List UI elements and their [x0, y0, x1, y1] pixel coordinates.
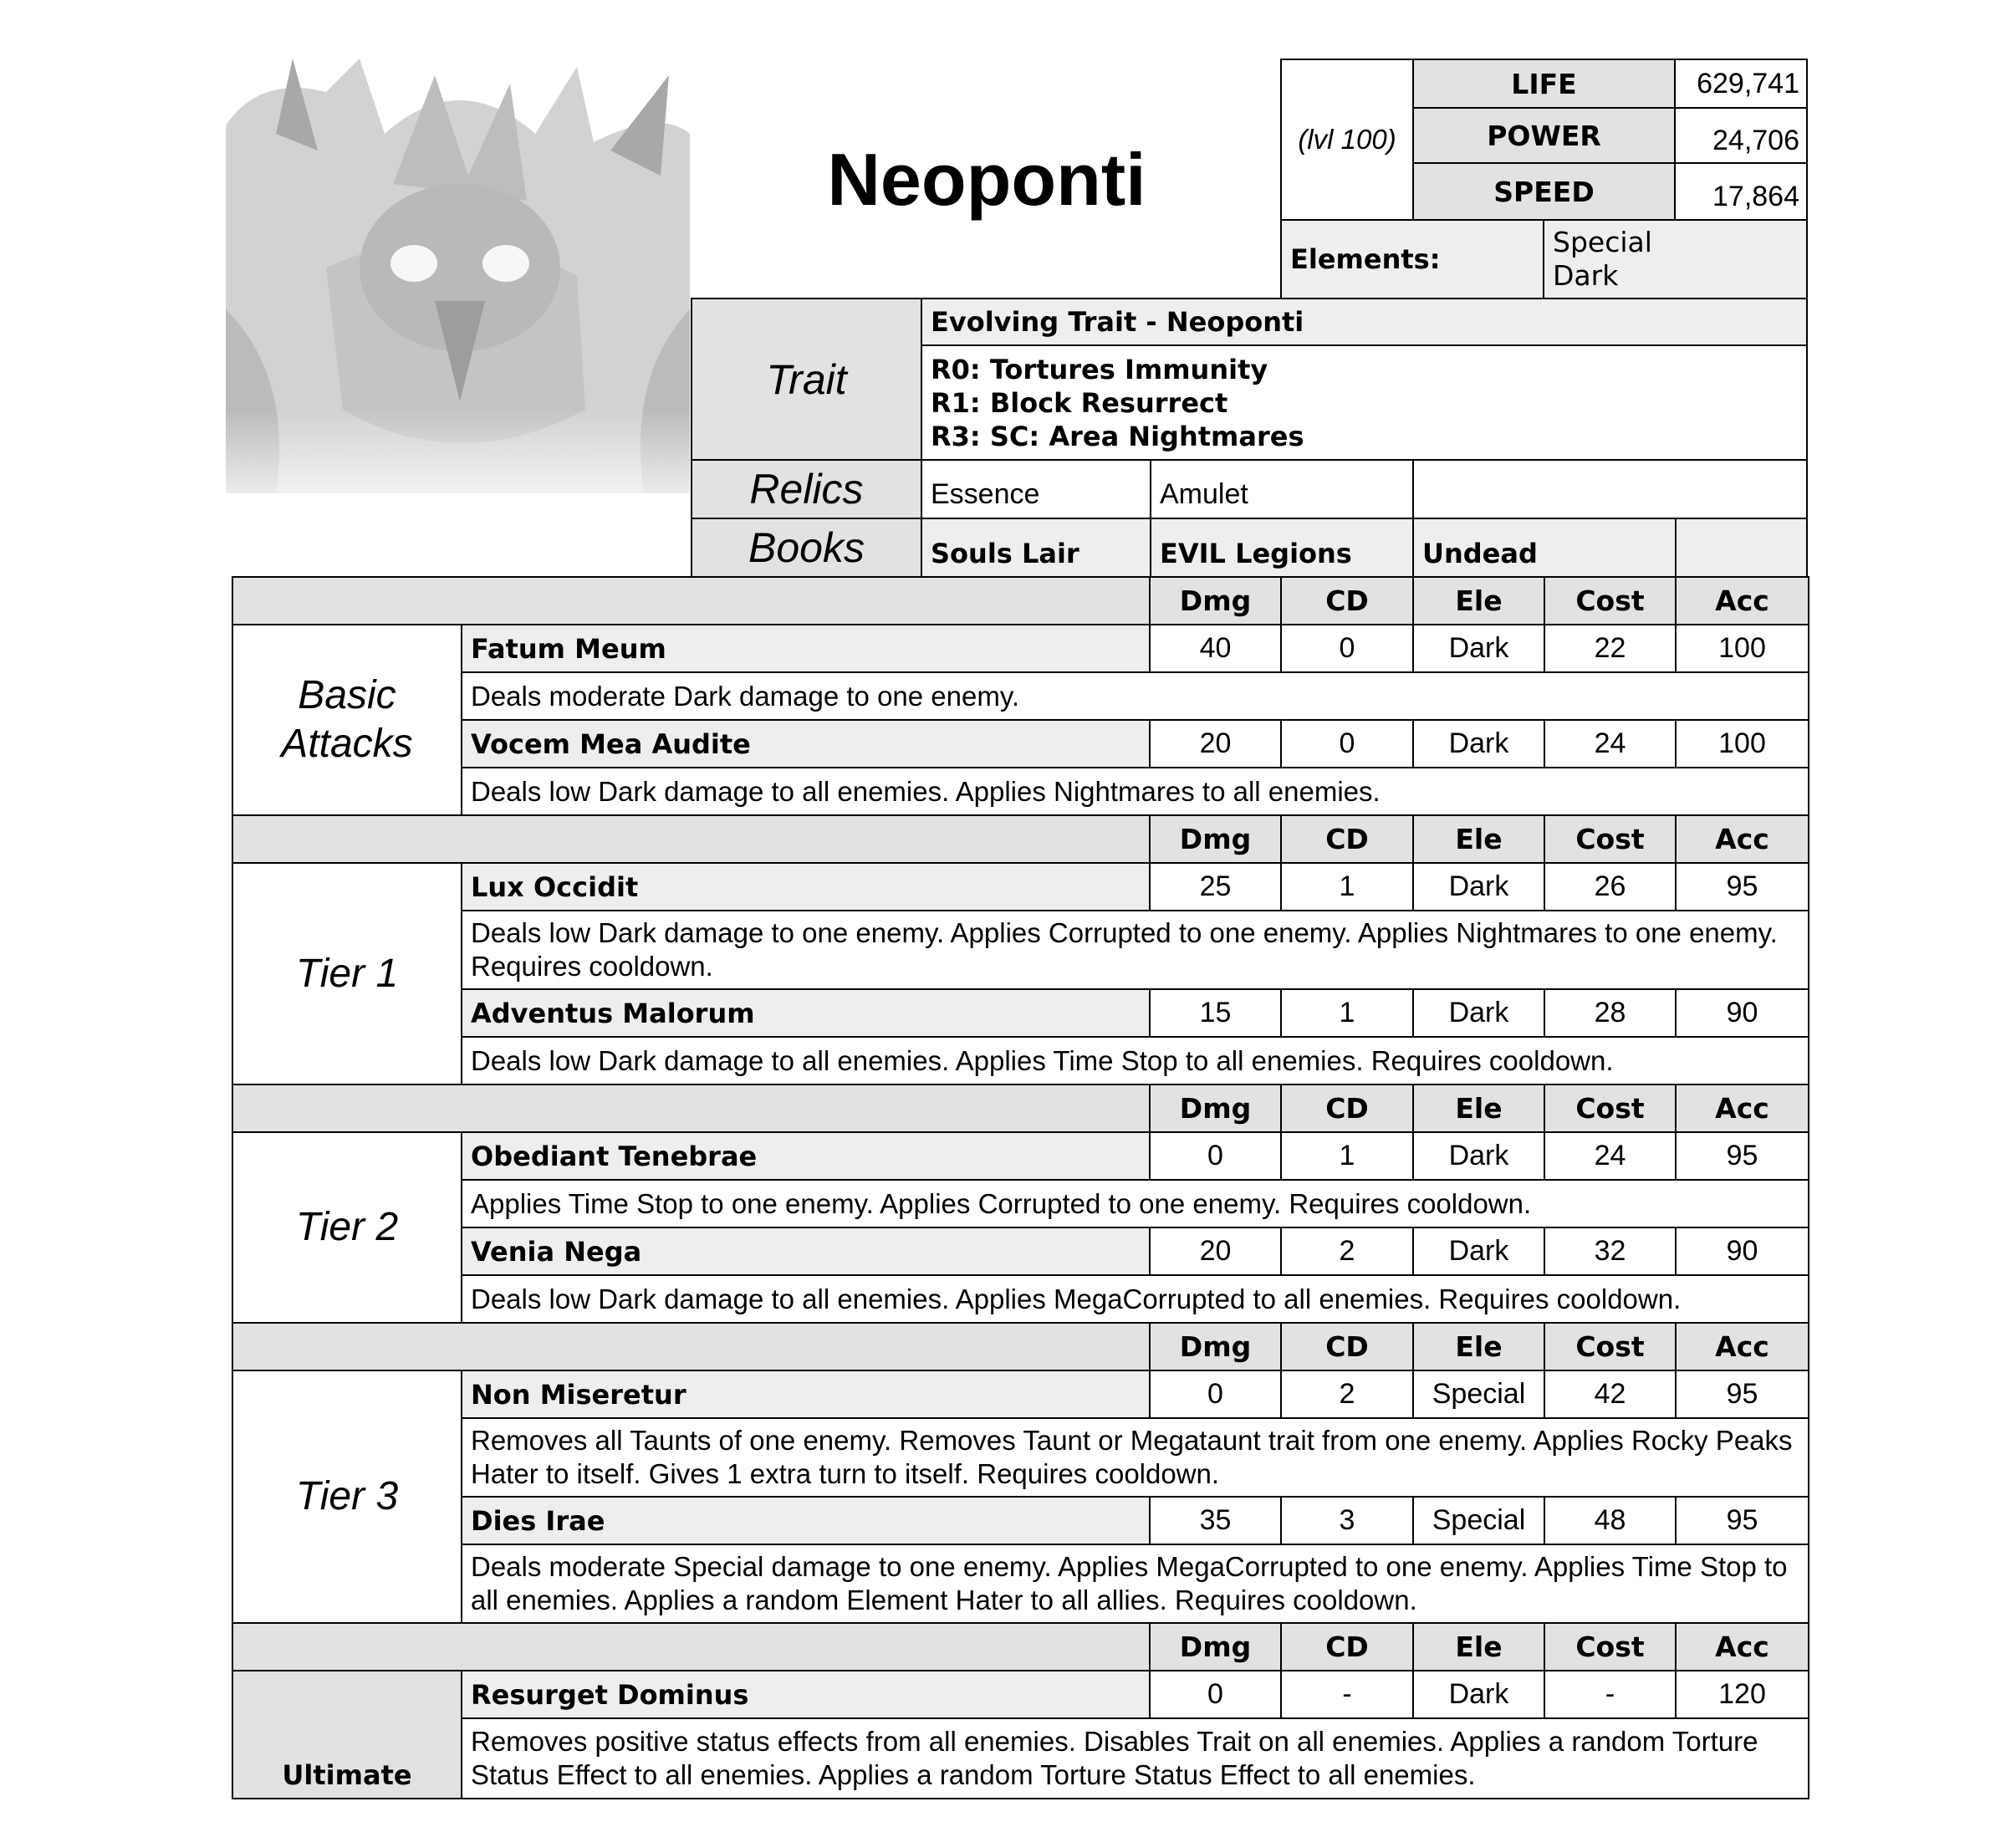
move-cost: 24	[1544, 1131, 1677, 1181]
move-cost: -	[1544, 1670, 1677, 1719]
section-header-band	[232, 1322, 1151, 1371]
element-dark: Dark	[1553, 259, 1619, 292]
book-empty	[1675, 518, 1808, 578]
speed-value: 17,864	[1674, 162, 1808, 221]
section-label	[232, 1670, 462, 1799]
life-value: 629,741	[1674, 59, 1808, 109]
move-cost: 26	[1544, 862, 1677, 911]
section-label-text: Tier 2	[295, 1205, 399, 1249]
trait-r1: R1: Block Resurrect	[931, 386, 1228, 419]
power-label: POWER	[1412, 107, 1676, 164]
move-acc: 120	[1675, 1670, 1809, 1719]
move-cd: 3	[1280, 1496, 1414, 1545]
column-header-acc: Acc	[1675, 814, 1809, 864]
column-header-dmg: Dmg	[1149, 1084, 1282, 1133]
column-header-dmg: Dmg	[1149, 1322, 1282, 1371]
column-header-cd: CD	[1280, 576, 1414, 625]
move-description: Deals low Dark damage to all enemies. Applies Time Stop to all enemies. Requires cooldown.	[461, 1036, 1809, 1085]
column-header-cd: CD	[1280, 1322, 1414, 1371]
column-header-ele: Ele	[1412, 814, 1545, 864]
section-label	[232, 1131, 462, 1324]
move-acc: 100	[1675, 624, 1809, 673]
move-ele: Dark	[1412, 862, 1545, 911]
move-cd: 1	[1280, 988, 1414, 1038]
move-cost: 48	[1544, 1496, 1677, 1545]
move-description: Deals moderate Dark damage to one enemy.	[461, 671, 1809, 721]
move-description: Removes all Taunts of one enemy. Removes Taunt or Megataunt trait from one enemy. Applies Rocky Peaks Hater to itself. Gives 1 extra turn to itself. Requires cooldown.	[461, 1417, 1809, 1498]
relic-empty	[1412, 459, 1808, 519]
move-acc: 90	[1675, 1227, 1809, 1276]
column-header-ele: Ele	[1412, 1084, 1545, 1133]
book-2: EVIL Legions	[1150, 518, 1414, 578]
move-cd: 1	[1280, 1131, 1414, 1181]
move-name: Venia Nega	[461, 1227, 1151, 1276]
column-header-cost: Cost	[1544, 576, 1677, 625]
move-cd: 1	[1280, 862, 1414, 911]
move-cost: 24	[1544, 719, 1677, 768]
trait-title: Evolving Trait - Neoponti	[921, 298, 1808, 346]
move-description: Deals low Dark damage to all enemies. Applies Nightmares to all enemies.	[461, 767, 1809, 816]
move-name: Dies Irae	[461, 1496, 1151, 1545]
column-header-acc: Acc	[1675, 576, 1809, 625]
move-name: Resurget Dominus	[461, 1670, 1151, 1719]
move-ele: Dark	[1412, 1670, 1545, 1719]
move-name: Adventus Malorum	[461, 988, 1151, 1038]
move-name: Vocem Mea Audite	[461, 719, 1151, 768]
neoponti-portrait-icon	[226, 59, 690, 527]
move-description: Deals low Dark damage to all enemies. Applies MegaCorrupted to all enemies. Requires cooldown.	[461, 1274, 1809, 1324]
move-description: Applies Time Stop to one enemy. Applies Corrupted to one enemy. Requires cooldown.	[461, 1179, 1809, 1228]
move-dmg: 0	[1149, 1131, 1282, 1181]
move-dmg: 40	[1149, 624, 1282, 673]
move-ele: Dark	[1412, 1227, 1545, 1276]
move-cost: 28	[1544, 988, 1677, 1038]
move-cd: 2	[1280, 1370, 1414, 1419]
relics-label: Relics	[691, 459, 922, 519]
relic-2: Amulet	[1150, 459, 1414, 519]
move-name: Fatum Meum	[461, 624, 1151, 673]
book-1: Souls Lair	[921, 518, 1151, 578]
move-dmg: 25	[1149, 862, 1282, 911]
move-name: Non Miseretur	[461, 1370, 1151, 1419]
power-value: 24,706	[1674, 107, 1808, 164]
column-header-cost: Cost	[1544, 814, 1677, 864]
trait-r3: R3: SC: Area Nightmares	[931, 420, 1304, 452]
element-special: Special	[1553, 226, 1652, 258]
column-header-acc: Acc	[1675, 1084, 1809, 1133]
move-dmg: 20	[1149, 1227, 1282, 1276]
move-cost: 32	[1544, 1227, 1677, 1276]
move-acc: 95	[1675, 1496, 1809, 1545]
move-ele: Dark	[1412, 624, 1545, 673]
column-header-ele: Ele	[1412, 1622, 1545, 1671]
section-label-text: Ultimate	[282, 1759, 412, 1791]
move-acc: 100	[1675, 719, 1809, 768]
section-label	[232, 1370, 462, 1624]
move-acc: 95	[1675, 1370, 1809, 1419]
creature-name: Neoponti	[827, 138, 1146, 221]
section-header-band	[232, 814, 1151, 864]
column-header-cost: Cost	[1544, 1322, 1677, 1371]
section-header-band	[232, 1622, 1151, 1671]
elements-value	[1543, 219, 1808, 299]
books-label: Books	[691, 518, 922, 578]
trait-label: Trait	[691, 298, 922, 461]
relic-1: Essence	[921, 459, 1151, 519]
column-header-cost: Cost	[1544, 1084, 1677, 1133]
column-header-ele: Ele	[1412, 1322, 1545, 1371]
move-ele: Special	[1412, 1496, 1545, 1545]
section-label-text: Tier 1	[295, 951, 399, 996]
trait-r0: R0: Tortures Immunity	[931, 353, 1268, 385]
move-cd: 0	[1280, 719, 1414, 768]
portrait	[226, 59, 690, 527]
column-header-cd: CD	[1280, 1084, 1414, 1133]
column-header-cost: Cost	[1544, 1622, 1677, 1671]
column-header-acc: Acc	[1675, 1622, 1809, 1671]
move-ele: Dark	[1412, 1131, 1545, 1181]
move-dmg: 15	[1149, 988, 1282, 1038]
column-header-cd: CD	[1280, 814, 1414, 864]
move-cd: -	[1280, 1670, 1414, 1719]
move-acc: 95	[1675, 862, 1809, 911]
section-header-band	[232, 576, 1151, 625]
move-dmg: 0	[1149, 1370, 1282, 1419]
move-cost: 42	[1544, 1370, 1677, 1419]
life-label: LIFE	[1412, 59, 1676, 109]
move-acc: 90	[1675, 988, 1809, 1038]
level-label: (lvl 100)	[1280, 59, 1414, 221]
section-label-text: Tier 3	[295, 1474, 399, 1518]
move-name: Lux Occidit	[461, 862, 1151, 911]
section-label-text: Basic Attacks	[281, 673, 413, 766]
move-description: Deals low Dark damage to one enemy. Applies Corrupted to one enemy. Applies Nightmares to one enemy. Requires cooldown.	[461, 910, 1809, 990]
section-header-band	[232, 1084, 1151, 1133]
move-description: Removes positive status effects from all enemies. Disables Trait on all enemies. Applies a random Torture Status Effect to all enemies. Applies a random Torture Status Effect to all enemies.	[461, 1717, 1809, 1799]
column-header-dmg: Dmg	[1149, 1622, 1282, 1671]
move-ele: Dark	[1412, 719, 1545, 768]
move-dmg: 0	[1149, 1670, 1282, 1719]
column-header-dmg: Dmg	[1149, 814, 1282, 864]
column-header-ele: Ele	[1412, 576, 1545, 625]
section-label	[232, 624, 462, 816]
move-cd: 2	[1280, 1227, 1414, 1276]
elements-label: Elements:	[1280, 219, 1544, 299]
move-name: Obediant Tenebrae	[461, 1131, 1151, 1181]
book-3: Undead	[1412, 518, 1677, 578]
move-dmg: 35	[1149, 1496, 1282, 1545]
move-cost: 22	[1544, 624, 1677, 673]
column-header-dmg: Dmg	[1149, 576, 1282, 625]
speed-label: SPEED	[1412, 162, 1676, 221]
move-ele: Special	[1412, 1370, 1545, 1419]
trait-ranks	[921, 344, 1808, 461]
column-header-cd: CD	[1280, 1622, 1414, 1671]
move-acc: 95	[1675, 1131, 1809, 1181]
move-ele: Dark	[1412, 988, 1545, 1038]
move-description: Deals moderate Special damage to one enemy. Applies MegaCorrupted to one enemy. Applies Time Stop to all enemies. Applies a random Element Hater to all allies. Requires cooldown.	[461, 1544, 1809, 1624]
move-cd: 0	[1280, 624, 1414, 673]
move-dmg: 20	[1149, 719, 1282, 768]
section-label	[232, 862, 462, 1085]
column-header-acc: Acc	[1675, 1322, 1809, 1371]
